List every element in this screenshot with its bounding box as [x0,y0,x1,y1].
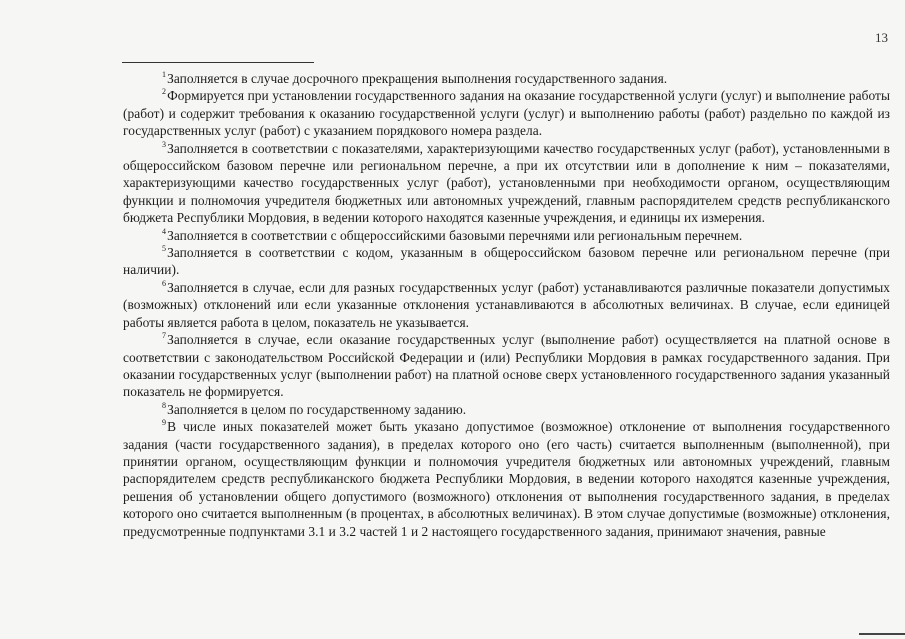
footnote-7 [123,331,890,401]
scan-edge-mark [859,633,905,635]
footnote-1 [123,70,890,87]
footnote-mark: 8 [162,400,167,410]
footnote-mark: 5 [162,244,167,254]
footnote-3 [123,140,890,227]
footnote-text: Заполняется в случае досрочного прекращения выполнения государственного задания. [167,71,668,86]
footnote-text: Заполняется в соответствии с кодом, указанным в общероссийском базовом перечне или региональном перечне (при наличии). [123,245,890,278]
footnote-text: Заполняется в соответствии с показателями, характеризующими качество государственных услуг (работ), установленными в общероссийском базовом перечне или региональном перечне, а при их отсутствии или в дополнение к ним – показателями, характеризующими качество государственных услуг (работ), установленными при необходимости органом, осуществляющим функции и полномочия учредителя бюджетных или автономных учреждений, главным распорядителем средств республиканского бюджета Республики Мордовия, в ведении которого находятся казенные учреждения, и единицы их измерения. [123,140,890,226]
footnote-2 [123,87,890,139]
footnote-6 [123,279,890,331]
footnote-text: Заполняется в целом по государственному заданию. [167,401,467,417]
footnote-4 [123,227,890,244]
footnote-mark: 4 [162,226,167,236]
footnotes-block [123,70,890,540]
footnote-text: В числе иных показателей может быть указано допустимое (возможное) отклонение от выполнения государственного задания (части государственного задания), в пределах которого оно (его часть) считается выполненным (выполненной), при принятии органом, осуществляющим функции и полномочия учредителя бюджетных или автономных учреждений, главным распорядителем средств республиканского бюджета Республики Мордовия, в ведении которого находятся казенные учреждения, решения об установлении общего допустимого (возможного) отклонения от выполнения государственного задания, в пределах которого оно считается выполненным (в процентах, в абсолютных величинах). В этом случае допустимые (возможные) отклонения, предусмотренные подпунктами 3.1 и 3.2 частей 1 и 2 настоящего государственного задания, принимают значения, равные [123,419,890,539]
footnote-separator-line [122,62,314,63]
footnote-mark: 9 [162,418,167,428]
footnote-mark: 7 [162,331,167,341]
footnote-5 [123,244,890,279]
footnote-mark: 1 [162,70,167,79]
footnote-mark: 3 [162,139,167,149]
page-number: 13 [875,30,888,45]
footnote-text: Заполняется в случае, если оказание государственных услуг (выполнение работ) осуществляется на платной основе в соответствии с законодательством Российской Федерации и (или) Республики Мордовия в рамках государственного задания. При оказании государственных услуг (выполнении работ) на платной основе сверх установленного государственного задания указанный показатель не формируется. [123,332,890,400]
footnote-8 [123,401,890,418]
footnote-text: Заполняется в соответствии с общероссийскими базовыми перечнями или региональным перечнем. [167,227,743,243]
footnote-text: Заполняется в случае, если для разных государственных услуг (работ) устанавливаются различные показатели допустимых (возможных) отклонений или если указанные отклонения устанавливаются в абсолютных величинах. В случае, если единицей работы является работа в целом, показатель не указывается. [123,279,890,330]
footnote-mark: 2 [162,87,167,97]
footnote-text: Формируется при установлении государственного задания на оказание государственной услуги (услуг) и выполнение работы (работ) и содержит требования к оказанию государственной услуги (услуг) и выполнению работы (работ) раздельно по каждой из государственных услуг (работ) с указанием порядкового номера раздела. [123,88,890,139]
footnote-9 [123,418,890,540]
footnote-mark: 6 [162,278,167,288]
